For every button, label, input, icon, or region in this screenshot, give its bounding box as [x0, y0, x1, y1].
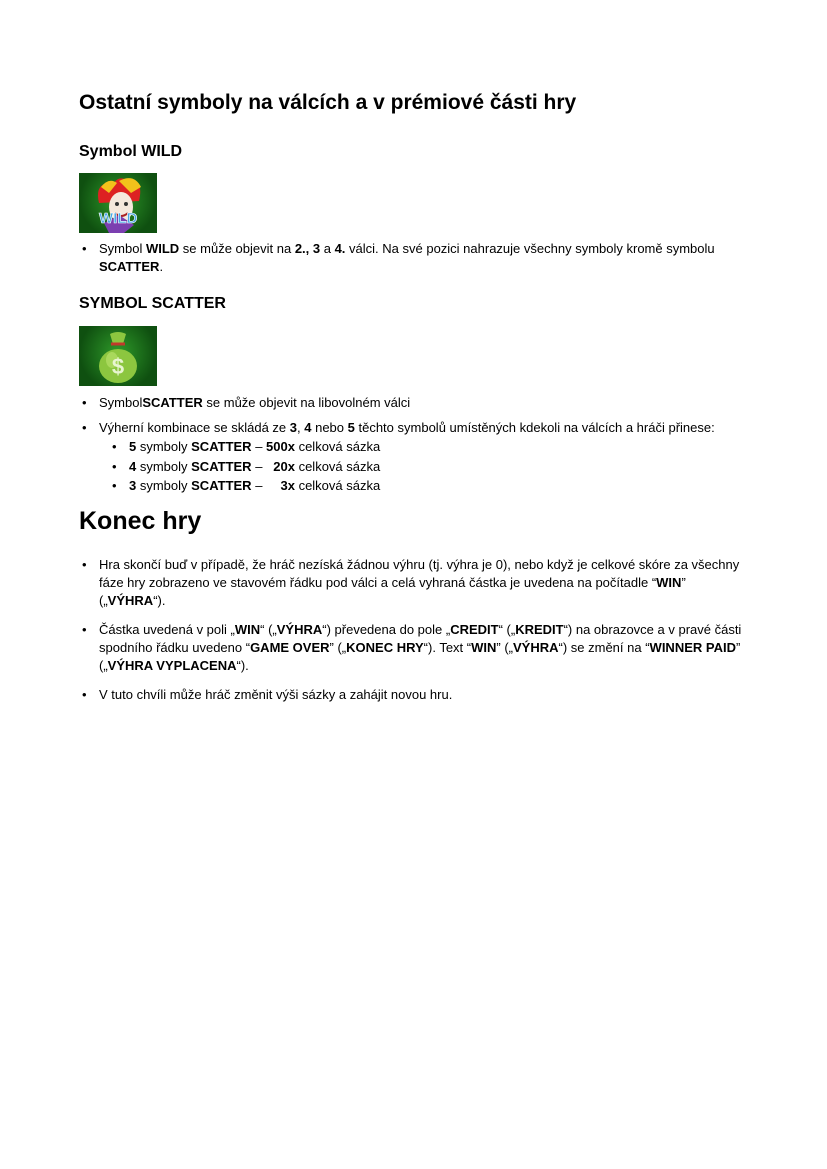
text: – [251, 439, 267, 454]
end-heading: Konec hry [79, 507, 202, 535]
text: – [251, 478, 281, 493]
bold-text: VÝHRA [513, 640, 559, 655]
list-item [79, 394, 749, 412]
bold-text: 4 [304, 420, 312, 435]
wild-list-wrap [79, 240, 749, 276]
page-title: Ostatní symboly na válcích a v prémiové části hry [79, 91, 577, 114]
wild-heading: Symbol WILD [79, 143, 183, 160]
end-list-wrap [79, 556, 749, 704]
text: a [320, 241, 335, 256]
page-title-wrap [79, 90, 576, 116]
list-item [79, 240, 749, 276]
text: V tuto chvíli může hráč změnit výši sázky a zahájit novou hru. [99, 687, 453, 702]
text: celková sázka [294, 439, 381, 454]
bold-text: 2., 3 [294, 241, 321, 256]
bold-text: WINNER PAID [649, 640, 736, 655]
bold-text: VÝHRA VYPLACENA [107, 658, 237, 673]
scatter-heading-wrap [79, 294, 226, 314]
bold-text: WILD [145, 241, 180, 256]
text: “ („ [498, 622, 516, 637]
bold-text: WIN [471, 640, 497, 655]
text: Symbol [99, 241, 146, 256]
end-heading-wrap [79, 506, 201, 536]
text: “). [236, 658, 249, 673]
text: . [159, 259, 164, 274]
text: – [251, 458, 274, 474]
text: , [297, 420, 305, 435]
wild-symbol-image [79, 173, 157, 233]
bold-text: KONEC HRY [346, 640, 424, 655]
bold-text: 20x [273, 458, 295, 474]
text: Hra skončí buď v případě, že hráč nezíská žádnou výhru (tj. výhra je 0), nebo když je celkové skóre za všechny fáze hry zobrazeno ve stavovém řádku pod válci a celá vyhraná částka je uvedena na počítadle “ [99, 557, 740, 590]
bold-text: VÝHRA [276, 622, 323, 637]
bold-text: 3 [289, 420, 298, 435]
text: symboly [136, 478, 192, 493]
bold-text: KREDIT [515, 622, 564, 637]
end-list [79, 556, 749, 704]
svg-text:$: $ [111, 354, 125, 379]
bold-text: SCATTER [99, 259, 160, 274]
bold-text: WIN [234, 622, 261, 637]
text: ” („ [99, 575, 686, 608]
bold-text: 5 [347, 420, 355, 435]
wild-heading-wrap [79, 142, 182, 162]
scatter-symbol-image [79, 326, 157, 386]
text: “). [153, 593, 166, 608]
text: Symbol [99, 395, 143, 410]
bold-text: 3x [280, 478, 295, 493]
text: ” („ [329, 640, 347, 655]
list-item [79, 686, 749, 704]
bold-text: SCATTER [191, 458, 252, 474]
bold-text: 5 [129, 439, 137, 454]
text: Výherní kombinace se skládá ze [99, 420, 290, 435]
text: “) na obrazovce a v pravé části spodního řádku uvedeno “ [99, 622, 742, 655]
text: ” („ [496, 640, 513, 655]
svg-text:WILD: WILD [99, 210, 138, 227]
sub-list-item [79, 457, 779, 477]
wild-list [79, 240, 749, 276]
sub-list-item [79, 476, 779, 496]
text: “) převedena do pole „ [322, 622, 451, 637]
bold-text: 4 [129, 458, 137, 474]
bold-text: 3 [129, 478, 137, 493]
list-item [79, 621, 749, 675]
text: symboly [136, 439, 192, 454]
list-item [79, 419, 749, 437]
bold-text: 500x [266, 439, 295, 454]
scatter-list [79, 394, 779, 496]
text: ” („ [99, 640, 741, 673]
text: Částka uvedená v poli „ [99, 622, 235, 637]
text: se může objevit na libovolném válci [202, 395, 411, 410]
scatter-list-wrap [79, 394, 779, 496]
bold-text: WIN [656, 575, 682, 590]
text: válci. Na své pozici nahrazuje všechny symboly kromě symbolu [345, 241, 715, 256]
text: “) se změní na “ [558, 640, 650, 655]
bold-text: 4. [334, 241, 346, 256]
text: nebo [311, 420, 348, 435]
bold-text: SCATTER [191, 478, 252, 493]
jester-icon [79, 173, 157, 233]
text: “). Text “ [423, 640, 472, 655]
text: se může objevit na [179, 241, 295, 256]
money-bag-icon [79, 326, 157, 386]
text: těchto symbolů umístěných kdekoli na válcích a hráči přinese: [354, 420, 715, 435]
list-item [79, 556, 749, 610]
sub-list-item [79, 437, 779, 457]
bold-text: SCATTER [191, 439, 252, 454]
bold-text: CREDIT [450, 622, 499, 637]
text: symboly [136, 458, 192, 474]
text: “ („ [260, 622, 277, 637]
text: celková sázka [294, 458, 381, 474]
bold-text: SCATTER [142, 395, 203, 410]
scatter-heading: SYMBOL SCATTER [79, 295, 226, 312]
text: celková sázka [294, 478, 381, 493]
bold-text: VÝHRA [107, 593, 154, 608]
bold-text: GAME OVER [250, 640, 330, 655]
